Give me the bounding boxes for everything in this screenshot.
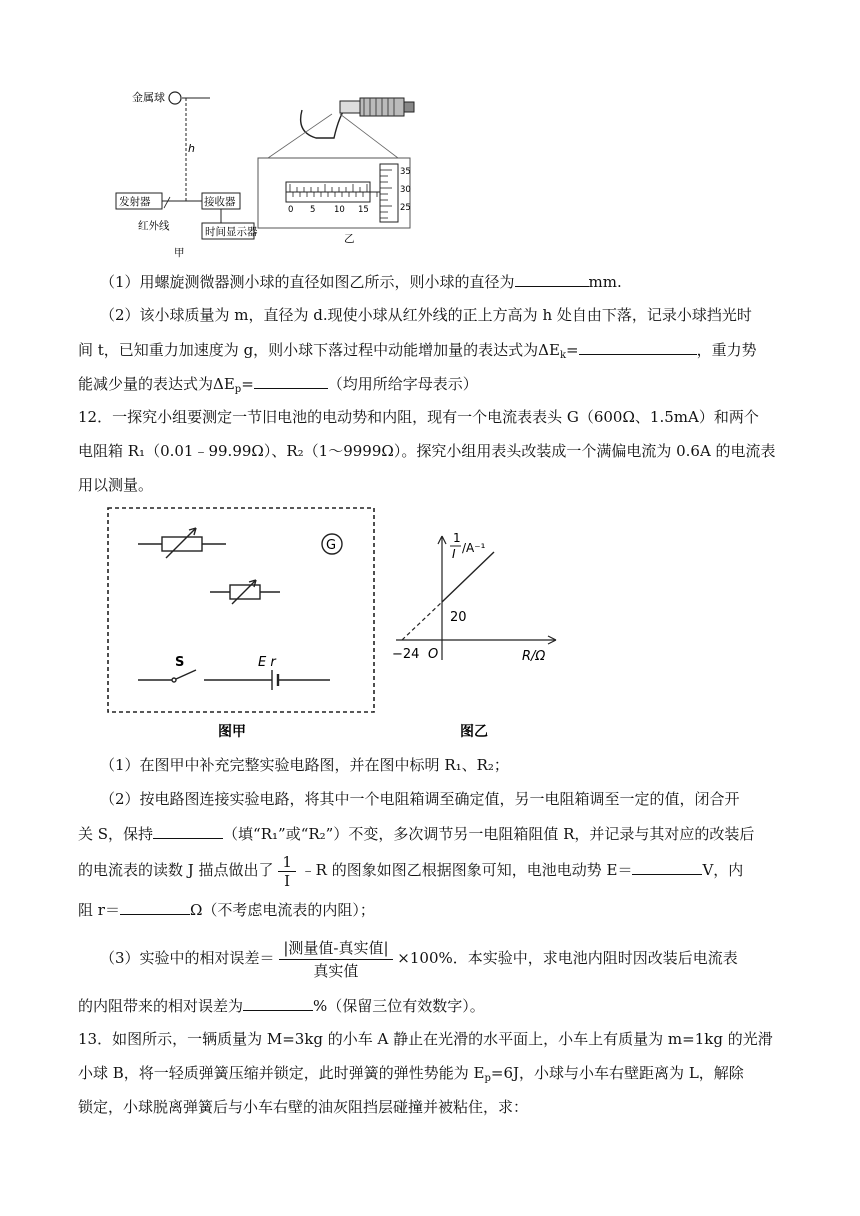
q11-ek-sub: k [559, 350, 567, 361]
q12-sub1: （1）在图甲中补充完整实验电路图，并在图中标明 R₁、R₂； [100, 756, 509, 774]
q12-internal-resistance-blank[interactable] [120, 898, 190, 915]
figure-circuit-jia [100, 500, 390, 750]
main-scale-tick-5: 5 [310, 205, 316, 215]
battery [204, 670, 330, 690]
y-label-unit: /A⁻¹ [462, 541, 486, 555]
q12-sub2-l3-mid: ﹣R 的图象如图乙根据图象可知，电池电动势 E＝ [300, 861, 633, 879]
q12-sub3-line1 [100, 934, 780, 982]
q12-sub2-line3 [78, 848, 758, 892]
q13-line2 [78, 1062, 758, 1090]
q11-part1-unit: mm. [588, 273, 622, 291]
figure-ball-drop-micrometer [100, 80, 480, 260]
q12-sub3-line2 [78, 994, 758, 1017]
x-intercept-label: −24 [392, 647, 420, 662]
q11-diameter-blank[interactable] [515, 270, 589, 287]
q12-sub2-l3-pre: 的电流表的读数 J 描点做出了 [78, 861, 274, 879]
q12-sub3-post: ×100%．本实验中，求电池内阻时因改装后电流表 [397, 949, 738, 967]
q12-sub2-line4 [78, 898, 758, 921]
q12-sub2-l3-post: V，内 [702, 861, 744, 879]
y-label-denominator: I [452, 547, 456, 561]
q12-sub3-l2-post: %（保留三位有效数字）。 [313, 997, 485, 1015]
switch-label: S [175, 655, 185, 670]
main-scale-tick-0: 0 [288, 205, 294, 215]
q12-sub2-line1: （2）按电路图连接实验电路，将其中一个电阻箱调至确定值，另一电阻箱调至一定的值，闭合开 [100, 790, 740, 808]
main-scale-tick-15: 15 [358, 205, 369, 215]
timer-label: 时间显示器 [205, 226, 258, 238]
q12-line1: 12．一探究小组要测定一节旧电池的电动势和内阻，现有一个电流表表头 G（600Ω、1.5mA）和两个 [78, 408, 759, 426]
relative-error-denominator: 真实值 [313, 961, 359, 980]
q13-line1: 13．如图所示，一辆质量为 M=3kg 的小车 A 静止在光滑的水平面上，小车上有质量为 m=1kg 的光滑 [78, 1030, 773, 1048]
q11-ep-text: 能减少量的表达式为ΔE [78, 375, 235, 393]
q12-line2: 电阻箱 R₁（0.01﹣99.99Ω）、R₂（1～9999Ω）。探究小组用表头改装成一个满偏电流为 0.6A 的电流表 [78, 442, 776, 460]
q12-sub3-pre: （3）实验中的相对误差＝ [100, 949, 275, 967]
q11-part1-text: （1）用螺旋测微器测小球的直径如图乙所示，则小球的直径为 [100, 273, 515, 291]
relative-error-numerator: |测量值-真实值| [283, 938, 389, 957]
resistor-box-2 [210, 580, 280, 604]
q12-hold-resistor-blank[interactable] [153, 822, 223, 839]
q12-line3: 用以测量。 [78, 476, 154, 494]
q11-part1 [100, 270, 780, 293]
thimble-tick-25: 25 [400, 203, 411, 213]
q12-sub2-l4-post: Ω（不考虑电流表的内阻）； [189, 901, 375, 919]
emitter-label: 发射器 [119, 196, 151, 208]
receiver-label: 接收器 [204, 196, 236, 208]
ir-line-label: 红外线 [138, 220, 170, 232]
origin-label: O [428, 647, 439, 662]
q13-line2-text: 小球 B，将一轻质弹簧压缩并锁定，此时弹簧的弹性势能为 E [78, 1064, 485, 1082]
q12-sub3-l2-pre: 的内阻带来的相对误差为 [78, 997, 244, 1015]
y-intercept-label: 20 [450, 610, 467, 625]
y-label-numerator: 1 [453, 531, 461, 545]
q12-emf-blank[interactable] [632, 858, 702, 875]
q12-sub2-l4-pre: 阻 r＝ [78, 901, 120, 919]
resistor-box-1 [138, 528, 226, 558]
q12-sub2-pre: 关 S，保持 [78, 825, 154, 843]
figure-jia-caption: 图甲 [218, 724, 246, 740]
main-scale-tick-10: 10 [334, 205, 345, 215]
q11-ep-blank[interactable] [254, 372, 328, 389]
thimble-tick-35: 35 [400, 167, 411, 177]
metal-ball [169, 92, 181, 104]
relative-error-fraction [279, 937, 392, 982]
battery-label: E r [258, 655, 276, 670]
galvanometer-label: G [326, 538, 337, 553]
q11-ek-eq: = [566, 341, 579, 359]
figure-jia-caption: 甲 [174, 247, 185, 259]
extrapolated-line [402, 602, 442, 640]
x-axis-label: R/Ω [522, 649, 546, 664]
height-label: h [188, 142, 195, 155]
micrometer [268, 98, 414, 158]
q13-ep-sub: p [484, 1073, 491, 1084]
thimble-tick-30: 30 [400, 185, 411, 195]
figure-yi-caption: 乙 [344, 233, 355, 245]
fraction-numerator: 1 [282, 852, 292, 871]
figure-graph-yi [390, 530, 570, 740]
q11-part2-line2 [78, 338, 758, 367]
q11-ep-post: （均用所给字母表示） [327, 375, 478, 393]
figure-yi-caption: 图乙 [460, 724, 488, 740]
q11-part2-line1: （2）该小球质量为 m，直径为 d.现使小球从红外线的正上方高为 h 处自由下落，记录小球挡光时 [100, 306, 752, 324]
inverse-current-fraction [278, 853, 296, 890]
q11-ek-blank[interactable] [579, 338, 697, 355]
q13-line3: 锁定，小球脱离弹簧后与小车右壁的油灰阻挡层碰撞并被粘住，求： [78, 1098, 529, 1116]
q11-part2-line3 [78, 372, 758, 401]
q11-ek-post: ，重力势 [696, 341, 757, 359]
q12-sub2-line2 [78, 822, 758, 845]
thimble-scale [380, 164, 398, 222]
fraction-denominator: I [284, 871, 291, 890]
q12-relative-error-blank[interactable] [243, 994, 313, 1011]
micrometer-zoom-frame [258, 158, 410, 228]
switch [138, 670, 196, 682]
ball-label: 金属球 [132, 91, 165, 104]
q12-sub2-post: （填“R₁”或“R₂”）不变，多次调节另一电阻箱阻值 R，并记录与其对应的改装后 [223, 825, 755, 843]
q11-ep-eq: = [241, 375, 254, 393]
q11-ek-text: 间 t，已知重力加速度为 g，则小球下落过程中动能增加量的表达式为ΔE [78, 341, 560, 359]
q11-ep-sub: p [234, 384, 242, 395]
data-line [442, 552, 494, 602]
q13-line2-post: =6J，小球与小车右壁距离为 L，解除 [490, 1064, 744, 1082]
